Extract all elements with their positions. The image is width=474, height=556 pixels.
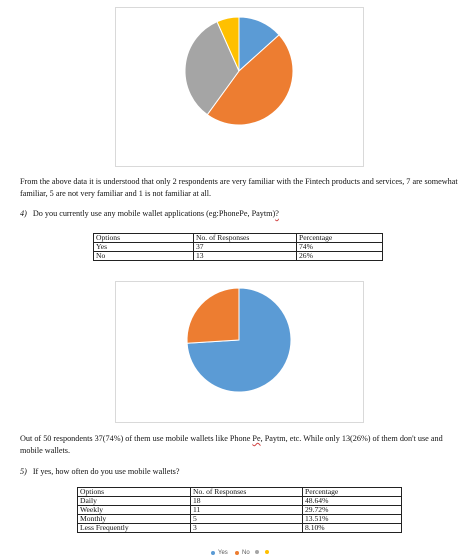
table-cell: 13.51%	[303, 515, 402, 524]
table-cell: Yes	[94, 243, 194, 252]
wallet-frequency-table	[77, 487, 402, 533]
pie-slice-no	[187, 288, 239, 343]
table-cell: Less Frequently	[78, 524, 191, 533]
table-cell: 74%	[297, 243, 383, 252]
table-cell: 37	[194, 243, 297, 252]
familiarity-pie-chart	[115, 7, 364, 167]
wallet-usage-paragraph-part-a: Out of 50 respondents 37(74%) of them use mobile wallets like Phone	[20, 434, 253, 443]
table-cell: 11	[191, 506, 303, 515]
question-4-text: Do you currently use any mobile wallet applications (eg:PhonePe, Paytm)	[32, 209, 276, 218]
mobile-wallet-usage-table	[93, 233, 383, 261]
legend-item-no	[235, 550, 250, 556]
question-4	[20, 209, 279, 218]
table-cell: 26%	[297, 252, 383, 261]
question-4-number: 4)	[20, 209, 27, 218]
question-5-text: If yes, how often do you use mobile wallets?	[32, 467, 180, 476]
wallet-usage-pie-svg	[116, 282, 363, 422]
table-header-cell: Options	[78, 488, 191, 497]
table-cell: 13	[194, 252, 297, 261]
table-row	[78, 506, 402, 515]
table-row	[78, 524, 402, 533]
legend-item-yes	[211, 550, 228, 556]
legend-item-blank-2	[265, 550, 272, 554]
table-header-cell: No. of Responses	[194, 234, 297, 243]
table-header-row	[94, 234, 383, 243]
table-cell: 48.64%	[303, 497, 402, 506]
legend-label-no: No	[242, 550, 250, 556]
wallet-usage-paragraph-part-b: Pe	[252, 434, 261, 443]
table-header-cell: Percentage	[303, 488, 402, 497]
table-header-cell: Options	[94, 234, 194, 243]
familiarity-summary-paragraph: From the above data it is understood that only 2 respondents are very familiar with the Fintech products and services, 7 are somewhat familiar, 5 are not very familiar and 1 is not familiar at all.	[20, 177, 458, 198]
table-cell: Monthly	[78, 515, 191, 524]
question-5-number: 5)	[20, 467, 27, 476]
familiarity-pie-svg	[116, 8, 363, 166]
table-row	[94, 252, 383, 261]
table-header-row	[78, 488, 402, 497]
table-row	[78, 497, 402, 506]
table-cell: 3	[191, 524, 303, 533]
wallet-usage-paragraph	[20, 433, 458, 457]
legend-swatch-blank-1	[255, 550, 259, 554]
question-5	[20, 467, 180, 476]
table-header-cell: Percentage	[297, 234, 383, 243]
table-cell: 5	[191, 515, 303, 524]
table-cell: Weekly	[78, 506, 191, 515]
table-header-cell: No. of Responses	[191, 488, 303, 497]
table-row	[94, 243, 383, 252]
wallet-usage-paragraph-part-c: , Paytm, etc. While only 13(26%) of them don't use and mobile wallets.	[20, 434, 443, 455]
legend-label-yes: Yes	[218, 550, 228, 556]
question-4-suffix: ?	[275, 209, 279, 218]
legend-swatch-blank-2	[265, 550, 269, 554]
table-cell: 29.72%	[303, 506, 402, 515]
table-cell: 18	[191, 497, 303, 506]
table-cell: No	[94, 252, 194, 261]
table-cell: Daily	[78, 497, 191, 506]
legend-item-blank-1	[255, 550, 262, 554]
table-cell: 8.10%	[303, 524, 402, 533]
